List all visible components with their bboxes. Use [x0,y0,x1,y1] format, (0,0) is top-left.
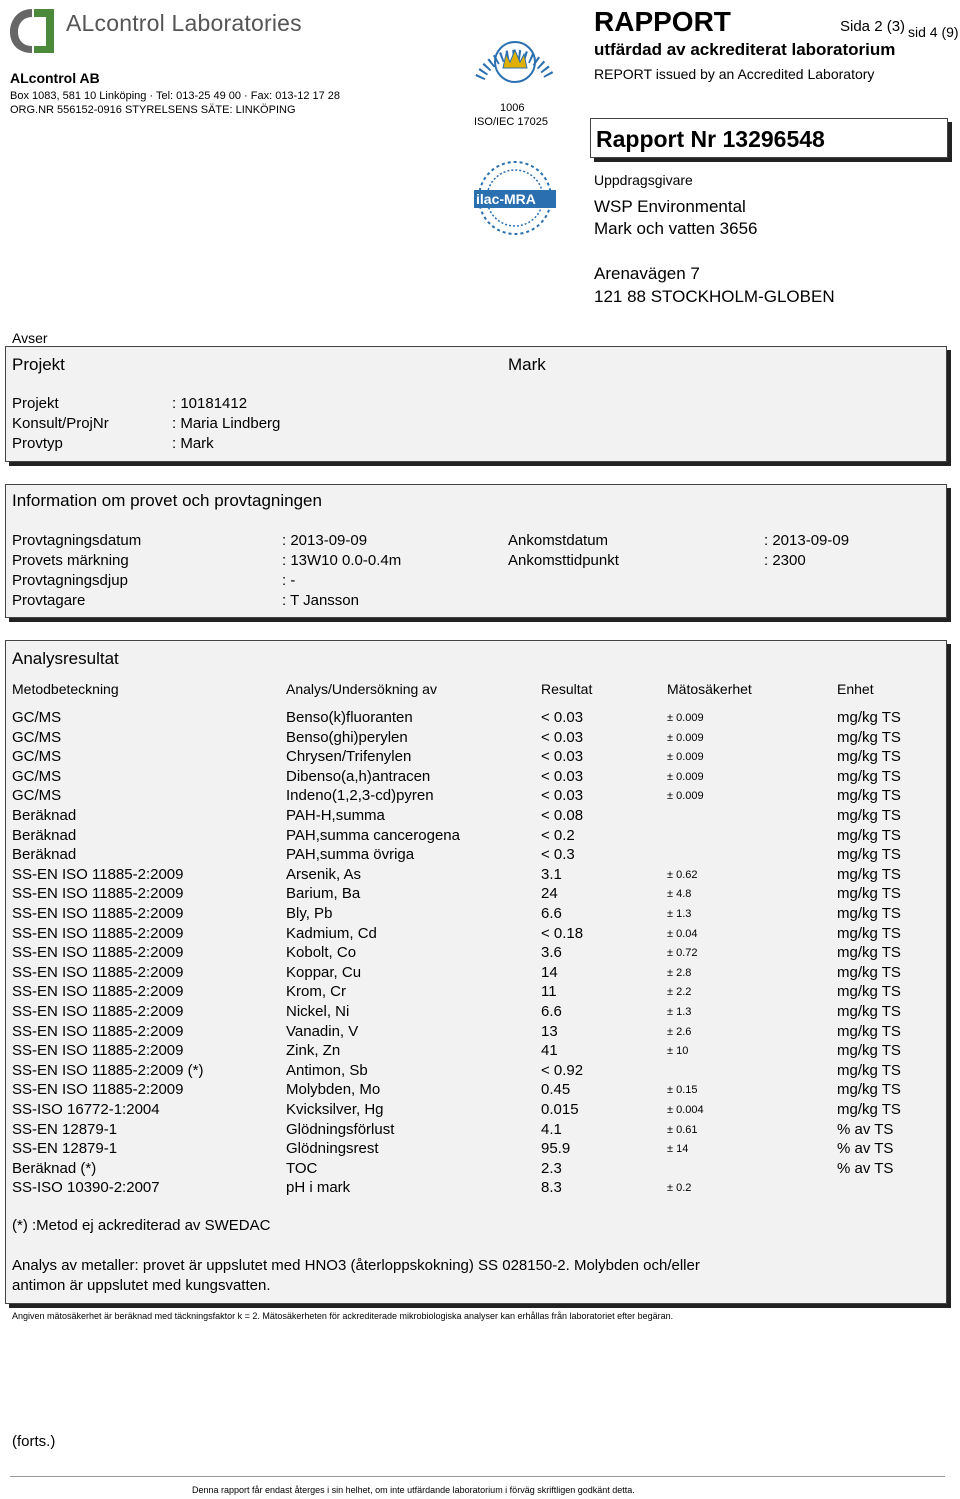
cell-method: SS-EN 12879-1 [12,1140,118,1158]
lab-logo [8,6,56,56]
cell-uncertainty: ± 0.72 [667,947,698,960]
report-title: RAPPORT [594,6,731,37]
header-uncertainty: Mätosäkerhet [667,681,752,697]
avser-projekt-header: Projekt [12,355,65,374]
cell-analysis: TOC [286,1159,318,1177]
cell-analysis: Chrysen/Trifenylen [286,748,412,766]
info-label: Provtagningsdjup [12,572,128,589]
table-row [6,1042,946,1061]
cell-analysis: Glödningsförlust [286,1120,395,1138]
cell-analysis: Bly, Pb [286,905,333,922]
report-number: Rapport Nr 13296548 [596,126,825,152]
page-number: Sida 2 (3) [840,18,906,35]
cell-method: GC/MS [12,767,62,785]
accreditation-number: 1006 [500,102,525,114]
k-factor-note: Angiven mätosäkerhet är beräknad med täckningsfaktor k = 2. Mätosäkerheten för ackrediterade mikrobiologiska analyser kan erhållas från laboratoriet efter begäran. [12,1311,674,1321]
analysis-box [5,640,947,1304]
table-row [6,1121,946,1140]
lab-name: ALcontrol Laboratories [66,10,302,36]
table-row [6,866,946,885]
cell-unit: mg/kg TS [837,787,901,805]
cell-analysis: Arsenik, As [286,865,362,883]
client-name: WSP Environmental [594,197,746,216]
cell-method: SS-EN 12879-1 [12,1120,118,1138]
avser-box [5,346,947,462]
avser-row-value: : 10181412 [172,395,248,412]
cell-method: SS-EN ISO 11885-2:2009 [12,865,184,883]
cell-result: 13 [541,1022,558,1040]
cell-result: < 0.03 [541,709,584,726]
cell-method: Beräknad [12,807,77,824]
cell-unit: mg/kg TS [837,807,901,824]
cell-unit: mg/kg TS [837,924,901,942]
cell-method: SS-EN ISO 11885-2:2009 [12,1022,184,1040]
footer-text: Denna rapport får endast återges i sin helhet, om inte utfärdande laboratorium i förväg skriftligen godkänt detta. [192,1485,635,1495]
table-row [6,846,946,865]
cell-unit: % av TS [837,1120,894,1138]
cell-result: 8.3 [541,1179,562,1197]
avser-row-value: : Maria Lindberg [172,415,281,432]
cell-analysis: Zink, Zn [286,1042,341,1060]
cell-unit: mg/kg TS [837,767,901,785]
cell-uncertainty: ± 14 [667,1143,689,1156]
table-row [6,1160,946,1179]
table-row [6,748,946,767]
cell-analysis: Nickel, Ni [286,1003,350,1020]
cell-unit: mg/kg TS [837,983,901,1001]
cell-result: < 0.03 [541,728,584,746]
lab-orgnr: ORG.NR 556152-0916 STYRELSENS SÄTE: LINKÖPING [10,104,296,116]
cell-analysis: Kadmium, Cd [286,924,377,942]
cell-uncertainty: ± 0.15 [667,1084,698,1097]
info-value: : - [282,572,296,589]
cell-analysis: Kvicksilver, Hg [286,1101,384,1118]
cell-result: 11 [541,983,557,1001]
table-row [6,1003,946,1022]
cell-result: 24 [541,885,558,903]
cell-uncertainty: ± 0.61 [667,1123,698,1136]
cell-uncertainty: ± 0.62 [667,868,698,881]
table-row [6,1101,946,1120]
cell-uncertainty: ± 0.04 [667,927,698,940]
cell-unit: mg/kg TS [837,709,901,726]
info-label: Provets märkning [12,552,129,569]
report-subtitle-en: REPORT issued by an Accredited Laboratory [594,66,875,82]
cell-uncertainty: ± 0.009 [667,790,704,803]
cell-analysis: Indeno(1,2,3-cd)pyren [286,787,434,805]
cell-unit: mg/kg TS [837,865,901,883]
header-unit: Enhet [837,681,874,697]
cell-method: SS-EN ISO 11885-2:2009 [12,924,184,942]
cell-method: SS-EN ISO 11885-2:2009 (*) [12,1061,204,1079]
ilac-emblem [470,158,560,238]
note-metals-1: Analys av metaller: provet är uppslutet med HNO3 (återloppskokning) SS 028150-2. Molybden och/eller [12,1257,700,1274]
cell-uncertainty: ± 1.3 [667,1006,692,1018]
cell-method: SS-ISO 16772-1:2004 [12,1101,160,1118]
cell-uncertainty: ± 0.2 [667,1182,692,1195]
sid-number: sid 4 (9) [908,24,959,40]
info-label: Ankomsttidpunkt [508,552,619,569]
cell-method: SS-EN ISO 11885-2:2009 [12,1042,184,1060]
avser-row-value: : Mark [172,435,214,452]
cell-analysis: Vanadin, V [286,1022,359,1040]
cell-result: 2.3 [541,1159,562,1177]
cell-analysis: Benso(ghi)perylen [286,728,408,746]
cell-method: GC/MS [12,748,62,766]
cell-unit: mg/kg TS [837,1022,901,1040]
info-label: Ankomstdatum [508,532,609,549]
cell-uncertainty: ± 0.004 [667,1104,704,1116]
cell-analysis: Krom, Cr [286,983,346,1001]
cell-result: 14 [541,963,558,981]
header-method: Metodbeteckning [12,681,119,697]
table-row [6,885,946,904]
avser-row-label: Konsult/ProjNr [12,415,109,432]
cell-unit: mg/kg TS [837,1061,901,1079]
info-label: Provtagare [12,592,86,609]
cell-result: < 0.3 [541,846,575,864]
report-subtitle: utfärdad av ackrediterat laboratorium [594,40,896,59]
cell-uncertainty: ± 2.8 [667,966,692,979]
cell-analysis: Koppar, Cu [286,963,362,981]
table-row [6,807,946,826]
cell-method: SS-EN ISO 11885-2:2009 [12,885,184,903]
note-metals-2: antimon är uppslutet med kungsvatten. [12,1277,271,1294]
accreditation-standard: ISO/IEC 17025 [474,116,548,128]
cell-result: < 0.03 [541,787,584,805]
cell-unit: mg/kg TS [837,963,901,981]
cell-result: < 0.08 [541,807,584,824]
cell-method: SS-EN ISO 11885-2:2009 [12,963,184,981]
ilac-text: ilac-MRA [476,191,536,207]
table-row [6,827,946,846]
cell-result: 41 [541,1042,558,1060]
cell-method: GC/MS [12,787,62,805]
info-value: : 2013-09-09 [282,532,368,549]
cell-result: 3.6 [541,944,562,962]
table-row [6,1023,946,1042]
cell-analysis: Glödningsrest [286,1140,379,1158]
cell-uncertainty: ± 0.009 [667,751,704,764]
table-row [6,964,946,983]
cell-method: SS-EN ISO 11885-2:2009 [12,905,184,922]
cell-method: Beräknad [12,846,77,864]
client-city: 121 88 STOCKHOLM-GLOBEN [594,287,835,306]
cell-analysis: PAH,summa övriga [286,846,415,864]
cell-result: 4.1 [541,1120,562,1138]
cell-method: Beräknad (*) [12,1159,97,1177]
continued-label: (forts.) [12,1433,56,1450]
info-title: Information om provet och provtagningen [12,491,322,510]
cell-unit: mg/kg TS [837,1101,901,1118]
cell-analysis: PAH,summa cancerogena [286,826,460,844]
cell-analysis: Antimon, Sb [286,1061,368,1079]
lab-logo-icon [8,6,56,56]
table-row [6,768,946,787]
info-box [5,484,947,618]
cell-unit: mg/kg TS [837,1042,901,1060]
cell-unit: mg/kg TS [837,905,901,922]
cell-method: SS-ISO 10390-2:2007 [12,1179,160,1197]
header-analysis: Analys/Undersökning av [286,681,437,697]
cell-analysis: Barium, Ba [286,885,361,903]
cell-method: GC/MS [12,709,62,726]
footer-divider [10,1476,945,1477]
cell-unit: mg/kg TS [837,885,901,903]
cell-unit: mg/kg TS [837,1081,901,1099]
table-row [6,925,946,944]
cell-result: 6.6 [541,1003,562,1020]
cell-result: < 0.03 [541,748,584,766]
client-label: Uppdragsgivare [594,172,693,188]
cell-unit: mg/kg TS [837,826,901,844]
table-row [6,787,946,806]
cell-uncertainty: ± 4.8 [667,888,692,901]
cell-result: 95.9 [541,1140,571,1158]
cell-unit: mg/kg TS [837,944,901,962]
cell-method: SS-EN ISO 11885-2:2009 [12,1003,184,1020]
analysis-title: Analysresultat [12,649,119,668]
cell-uncertainty: ± 0.009 [667,770,704,783]
cell-unit: mg/kg TS [837,1003,901,1020]
cell-uncertainty: ± 0.009 [667,731,704,744]
swedac-emblem [470,18,560,98]
cell-unit: mg/kg TS [837,846,901,864]
info-label: Provtagningsdatum [12,532,142,549]
cell-result: < 0.92 [541,1061,584,1079]
table-row [6,944,946,963]
cell-unit: % av TS [837,1140,894,1158]
note-star: (*) :Metod ej ackrediterad av SWEDAC [12,1217,271,1234]
cell-analysis: Kobolt, Co [286,944,357,962]
cell-analysis: pH i mark [286,1179,351,1197]
avser-label: Avser [12,330,48,346]
cell-result: < 0.03 [541,767,584,785]
client-street: Arenavägen 7 [594,264,700,283]
avser-mark-header: Mark [508,355,546,374]
cell-result: < 0.2 [541,826,575,844]
cell-uncertainty: ± 2.6 [667,1025,692,1038]
header-result: Resultat [541,681,593,697]
info-value: : 13W10 0.0-0.4m [282,552,402,569]
table-row [6,1062,946,1081]
cell-analysis: Benso(k)fluoranten [286,709,413,726]
cell-result: 0.015 [541,1101,579,1118]
table-row [6,1081,946,1100]
cell-method: SS-EN ISO 11885-2:2009 [12,983,184,1001]
cell-analysis: Molybden, Mo [286,1081,381,1099]
lab-address: Box 1083, 581 10 Linköping · Tel: 013-25 49 00 · Fax: 013-12 17 28 [10,90,341,102]
table-row [6,1179,946,1198]
cell-unit: mg/kg TS [837,748,901,766]
company-name: ALcontrol AB [10,70,100,86]
cell-result: 0.45 [541,1081,571,1099]
table-row [6,709,946,728]
cell-unit: % av TS [837,1159,894,1177]
table-row [6,905,946,924]
info-value: : 2013-09-09 [764,532,850,549]
info-value: : T Jansson [282,592,359,609]
table-row [6,1140,946,1159]
cell-uncertainty: ± 0.009 [667,712,704,724]
cell-uncertainty: ± 2.2 [667,986,692,999]
table-row [6,983,946,1002]
cell-uncertainty: ± 1.3 [667,908,692,920]
cell-result: 6.6 [541,905,562,922]
cell-result: 3.1 [541,865,562,883]
client-dept: Mark och vatten 3656 [594,219,758,238]
cell-method: GC/MS [12,728,62,746]
cell-method: Beräknad [12,826,77,844]
cell-analysis: Dibenso(a,h)antracen [286,767,431,785]
cell-method: SS-EN ISO 11885-2:2009 [12,944,184,962]
cell-analysis: PAH-H,summa [286,807,385,824]
report-number-box [590,118,948,158]
cell-unit: mg/kg TS [837,728,901,746]
info-value: : 2300 [764,552,806,569]
avser-row-label: Projekt [12,395,59,412]
cell-uncertainty: ± 10 [667,1045,689,1058]
avser-row-label: Provtyp [12,435,63,452]
cell-result: < 0.18 [541,924,584,942]
cell-method: SS-EN ISO 11885-2:2009 [12,1081,184,1099]
swedac-crown-icon [470,18,560,98]
table-row [6,729,946,748]
